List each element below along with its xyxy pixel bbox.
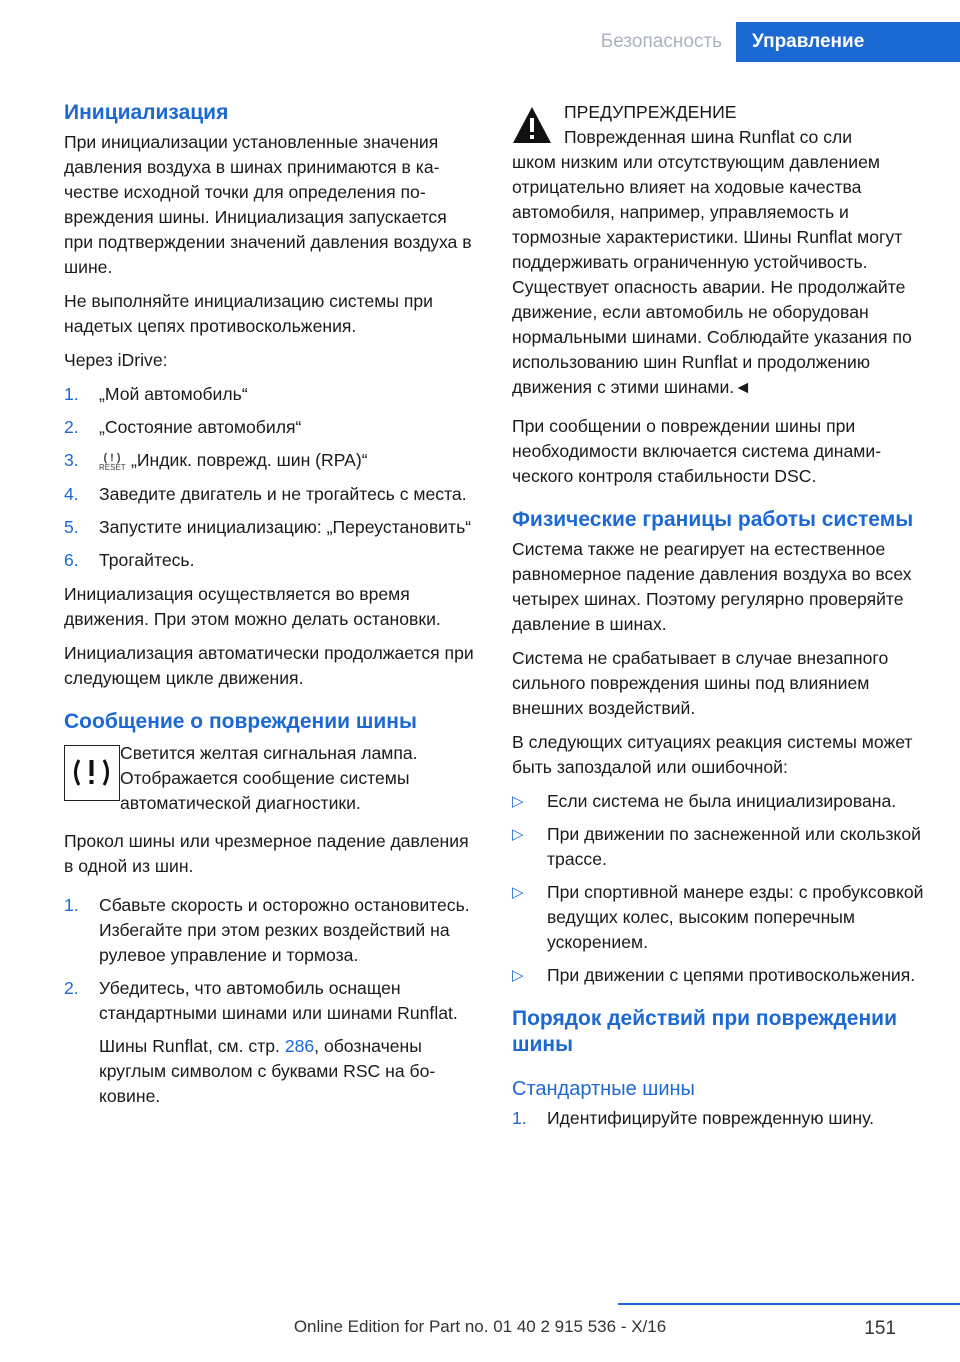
bullet-item: ▷ При движении по заснеженной или скользкой трассе. <box>512 824 921 869</box>
step-number: 1. <box>64 384 79 404</box>
bullet-triangle-icon: ▷ <box>512 793 524 810</box>
step-number: 3. <box>64 450 79 470</box>
procedure-heading: Порядок действий при повреждении шины <box>512 1007 897 1056</box>
page-number: 151 <box>864 1318 896 1339</box>
step-text: Запустите инициализацию: „Переустановить“ <box>99 517 472 537</box>
init-step-1 <box>64 382 476 407</box>
init-paragraph-1: При инициализации установленные значения давления воздуха в шинах принимаются в качестве исходной точки для определения повреждения шины. Инициализация запускается при подтверждении значений давления воздуха в шине. <box>64 132 472 277</box>
step-text: „Индик. поврежд. шин (RPA)“ <box>131 450 368 470</box>
standard-tires-steps <box>512 1106 928 1131</box>
runflat-note: Шины Runflat, см. стр. 286, обозначены круглым символом с буквами RSC на боковине. <box>99 1036 436 1106</box>
bullet-item: ▷ Если система не была инициализирована. <box>512 789 928 814</box>
edition-footer: Online Edition for Part no. 01 40 2 915 536 - X/16 <box>293 1317 667 1336</box>
init-paragraph-2: Не выполняйте инициализацию системы при надетых цепях противоскольжения. <box>64 291 433 336</box>
limits-paragraph-2: Система не срабатывает в случае внезапного сильного повреждения шины под влиянием внешних воздействий. <box>512 648 889 718</box>
limits-paragraph-3: В следующих ситуациях реакция системы может быть запоздалой или ошибочной: <box>512 732 913 777</box>
init-step-5 <box>64 515 476 540</box>
warning-lamp-row <box>64 741 476 821</box>
damage-step-1 <box>64 893 476 968</box>
step-number: 6. <box>64 550 79 570</box>
init-heading: Инициализация <box>64 101 229 124</box>
step-number: 5. <box>64 517 79 537</box>
step-number: 2. <box>64 978 79 998</box>
bullet-triangle-icon: ▷ <box>512 826 524 843</box>
dsc-paragraph: При сообщении о повреждении шины при необходимости включается система динамического контроля стабильности DSC. <box>512 416 882 486</box>
step-number: 1. <box>64 895 79 915</box>
bullet-triangle-icon: ▷ <box>512 967 524 984</box>
tab-safety[interactable]: Безопасность <box>600 31 722 52</box>
step-number: 1. <box>512 1108 527 1128</box>
tire-pressure-lamp-icon <box>64 745 120 801</box>
warning-triangle-icon <box>512 106 552 144</box>
warning-block <box>512 100 928 400</box>
damage-paragraph: Прокол шины или чрезмерное падение давления в одной из шин. <box>64 831 469 876</box>
step-text: „Мой автомобиль“ <box>99 384 248 404</box>
warning-title: ПРЕДУПРЕЖДЕНИЕ <box>564 102 737 122</box>
bullet-item: ▷ При движении с цепями противоскольжения. <box>512 963 928 988</box>
init-step-6 <box>64 548 476 573</box>
damage-step-2 <box>64 976 476 1109</box>
warning-text: шком низким или отсутствующим давлением отрицательно влияет на ходовые качества автомобиля, например, управляемость и тормозные характеристики. Шины Runflat могут поддерживать ограниченную устойчивость. Существует опасность аварии. Не продолжайте движение, если автомобиль не оборудован нормальными шинами. Соблюдайте указания по использованию шин Runflat и продолжению движения с этими шинами.◄ <box>512 152 912 397</box>
init-paragraph-3: Через iDrive: <box>64 350 168 370</box>
init-step-2 <box>64 415 476 440</box>
step-text: Идентифицируйте поврежденную шину. <box>547 1108 874 1128</box>
footer-rule <box>618 1303 960 1305</box>
step-text: Трогайтесь. <box>99 550 195 570</box>
lamp-description: Светится желтая сигнальная лампа. Отображается сообщение системы автоматической диагностики. <box>120 743 418 813</box>
bullet-triangle-icon: ▷ <box>512 884 524 901</box>
init-paragraph-5: Инициализация автоматически продолжается при следующем цикле движения. <box>64 643 474 688</box>
left-column <box>64 100 476 1118</box>
damage-message-heading: Сообщение о повреждении шины <box>64 710 417 733</box>
step-text: „Состояние автомобиля“ <box>99 417 302 437</box>
page-header <box>0 22 960 62</box>
step-number: 4. <box>64 484 79 504</box>
warning-text-first-line: Поврежденная шина Runflat со сли <box>564 127 853 147</box>
init-paragraph-4: Инициализация осуществляется во время движения. При этом можно делать остановки. <box>64 584 441 629</box>
right-column <box>512 100 928 1140</box>
step-text: Убедитесь, что автомобиль оснащен стандартными шинами или шинами Runflat. <box>99 978 458 1023</box>
standard-tires-heading: Стандартные шины <box>512 1078 695 1100</box>
limits-bullets <box>512 789 928 988</box>
tab-controls[interactable]: Управление <box>736 22 960 62</box>
step-number: 2. <box>64 417 79 437</box>
limits-heading: Физические границы работы системы <box>512 508 914 531</box>
init-step-4 <box>64 482 476 507</box>
std-step-1 <box>512 1106 928 1131</box>
damage-steps <box>64 893 476 1109</box>
init-step-3 <box>64 448 476 474</box>
step-text: Заведите двигатель и не трогайтесь с места. <box>99 484 467 504</box>
tire-reset-icon: ( ! ) RESET <box>99 452 126 472</box>
step-text: Сбавьте скорость и осторожно остановитесь. Избегайте при этом резких воздействий на рулевое управление и тормоза. <box>99 895 470 965</box>
page-link-286[interactable]: 286 <box>284 1036 315 1056</box>
bullet-item: ▷ При спортивной манере езды: с пробуксовкой ведущих колес, высоким поперечным ускорением. <box>512 882 924 952</box>
limits-paragraph-1: Система также не реагирует на естественное равномерное падение давления воздуха во всех четырех шинах. Поэтому регулярно проверяйте давление в шинах. <box>512 539 912 634</box>
init-steps <box>64 382 476 573</box>
